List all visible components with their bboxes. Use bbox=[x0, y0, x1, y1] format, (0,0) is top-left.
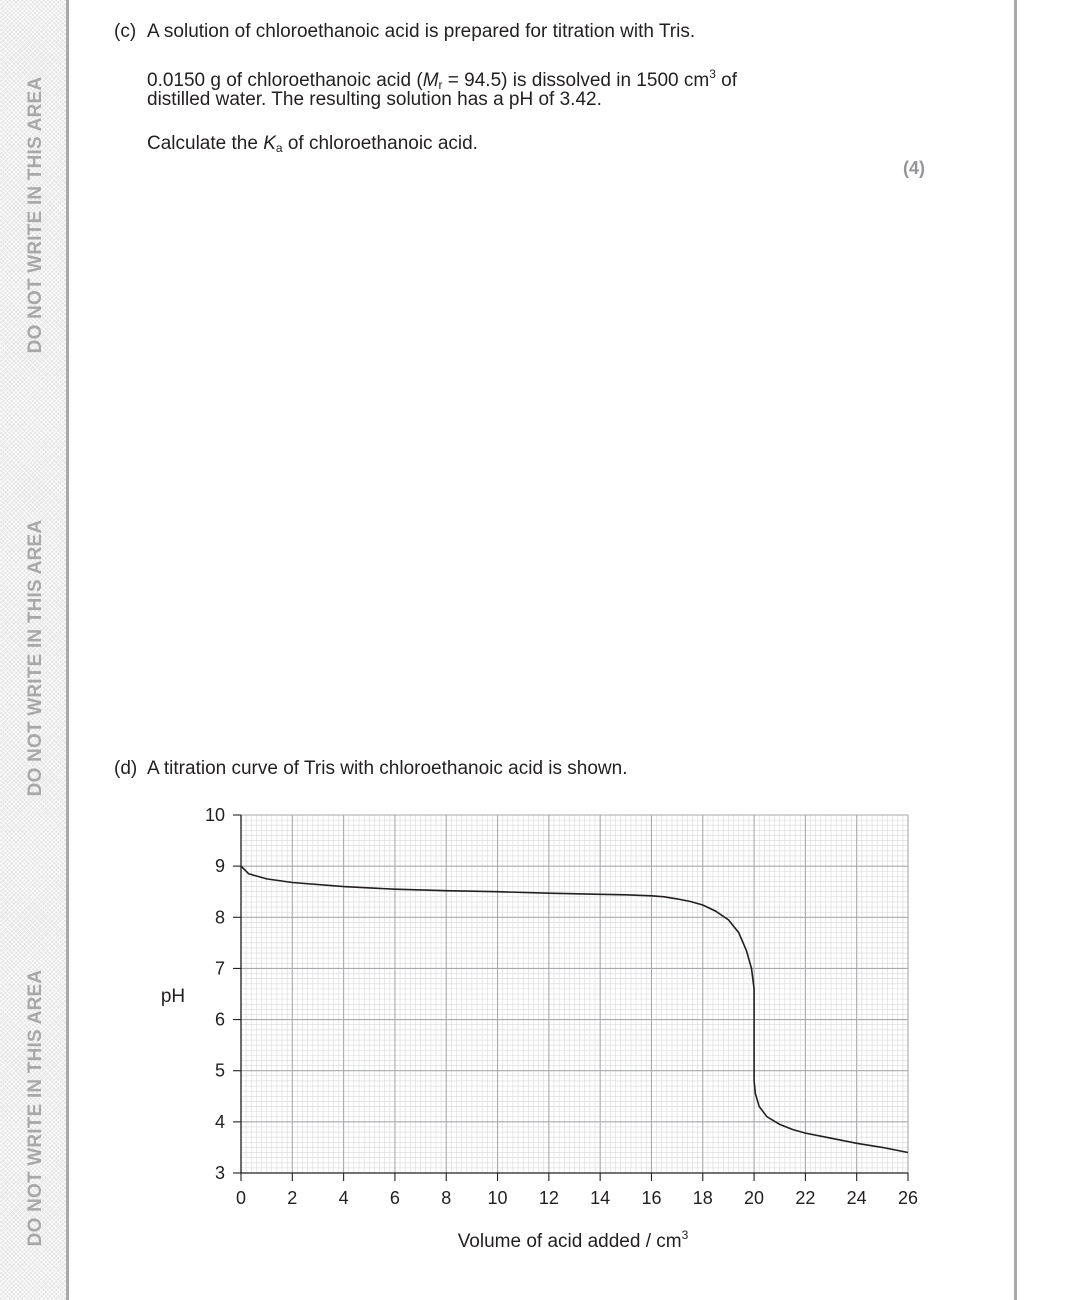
x-tick-label: 18 bbox=[692, 1188, 713, 1208]
y-tick-label: 3 bbox=[214, 1163, 225, 1183]
y-tick-label: 9 bbox=[214, 856, 225, 877]
x-tick-label: 24 bbox=[846, 1188, 867, 1208]
mr-symbol: M bbox=[422, 70, 439, 91]
x-tick-label: 8 bbox=[441, 1188, 452, 1208]
x-tick-label: 6 bbox=[389, 1188, 400, 1208]
y-tick-label: 10 bbox=[204, 805, 225, 825]
x-tick-label: 2 bbox=[287, 1188, 298, 1208]
marks-indicator: (4) bbox=[903, 158, 925, 178]
x-tick-label: 0 bbox=[235, 1188, 247, 1208]
margin-warning-bottom: DO NOT WRITE IN THIS AREA bbox=[25, 969, 46, 1247]
x-tick-label: 22 bbox=[795, 1188, 816, 1208]
part-c-line2: distilled water. The resulting solution has a pH of 3.42. bbox=[147, 89, 602, 110]
y-tick-label: 4 bbox=[214, 1111, 225, 1132]
y-tick-label: 8 bbox=[214, 907, 225, 928]
y-tick-label: 7 bbox=[214, 958, 225, 979]
y-tick-label: 6 bbox=[214, 1009, 225, 1030]
part-c-line1: 0.0150 g of chloroethanoic acid $(M_r = 94.5)$ is dissolved in 1500 $cm^3$ of bbox=[147, 67, 737, 92]
part-d-text: A titration curve of Tris with chloroethanoic acid is shown. bbox=[147, 758, 628, 779]
x-tick-label: 12 bbox=[538, 1188, 559, 1208]
part-c-intro: A solution of chloroethanoic acid is prepared for titration with Tris. bbox=[147, 21, 696, 42]
x-tick-label: 14 bbox=[590, 1188, 611, 1208]
x-tick-label: 10 bbox=[487, 1188, 508, 1208]
part-d-label: (d) bbox=[114, 758, 138, 779]
y-axis-label: pH bbox=[160, 986, 186, 1007]
part-c-instruction: Calculate the $K_a$ of chloroethanoic acid. bbox=[147, 133, 478, 155]
part-c-label: (c) bbox=[114, 21, 137, 42]
y-tick-label: 5 bbox=[214, 1060, 225, 1081]
grid-minor bbox=[241, 815, 908, 1173]
margin-warning-top: DO NOT WRITE IN THIS AREA bbox=[25, 76, 46, 354]
margin-warning-middle: DO NOT WRITE IN THIS AREA bbox=[25, 519, 46, 797]
x-tick-label: 26 bbox=[897, 1188, 919, 1208]
x-axis-label: Volume of acid added / $cm^3$ bbox=[457, 1228, 689, 1252]
ka-symbol: K bbox=[263, 133, 276, 154]
x-tick-label: 16 bbox=[641, 1188, 662, 1208]
x-tick-label: 4 bbox=[338, 1188, 349, 1208]
x-tick-label: 20 bbox=[744, 1188, 765, 1208]
